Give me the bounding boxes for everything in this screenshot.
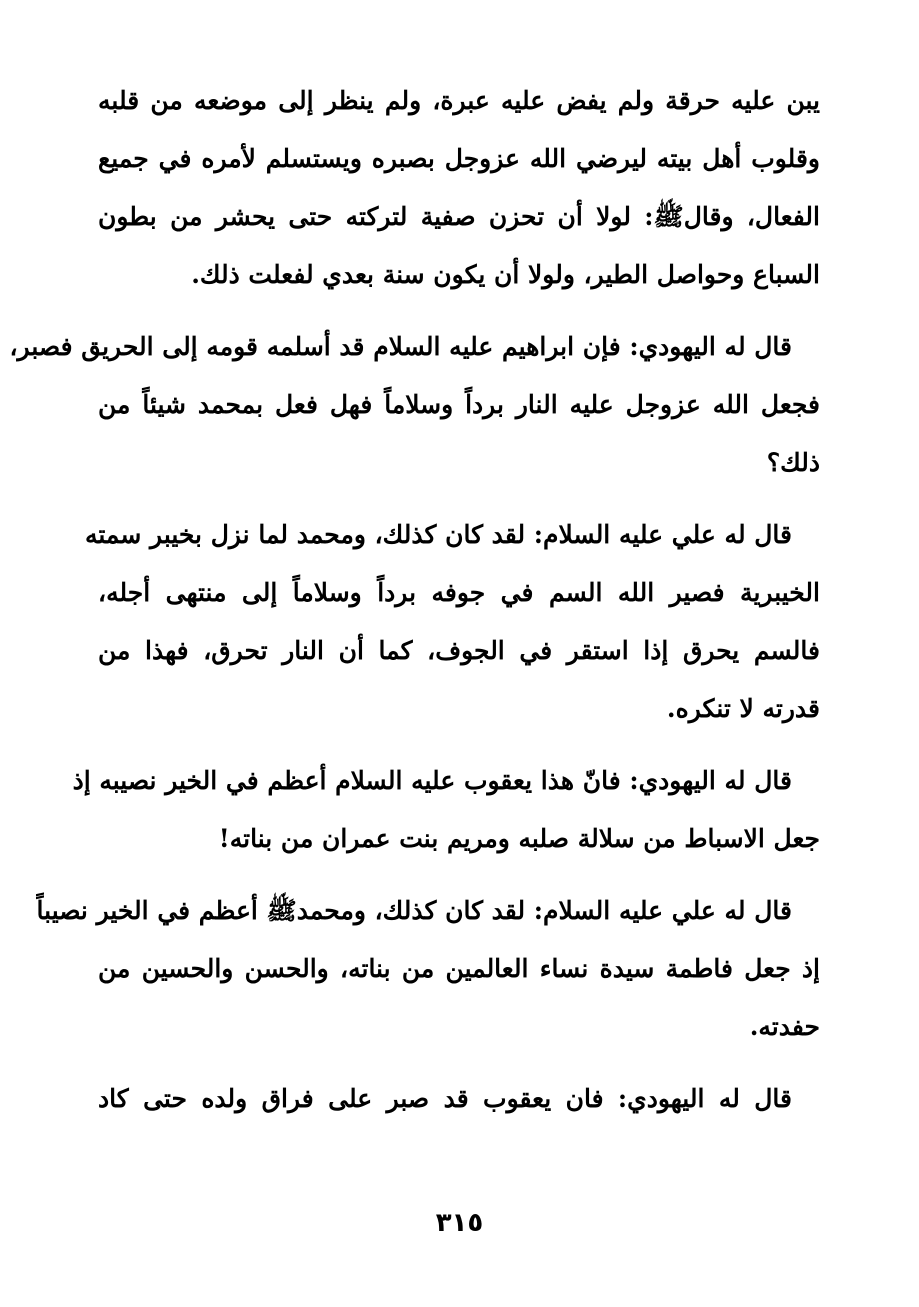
text-line: الخيبرية فصير الله السم في جوفه برداً وسلاماً إلى منتهى أجله، [98,578,820,607]
text-line: قال له اليهودي: فان يعقوب قد صبر على فراق ولده حتى كاد [98,1084,792,1113]
page-number: ٣١٥ [435,1208,484,1238]
text-line: السباع وحواصل الطير، ولولا أن يكون سنة بعدي لفعلت ذلك. [191,260,820,289]
text-line: فجعل الله عزوجل عليه النار برداً وسلاماً فهل فعل بمحمد شيئاً من [98,390,820,419]
text-line: فالسم يحرق إذا استقر في الجوف، كما أن النار تحرق، فهذا من [98,636,820,665]
text-line: قال له اليهودي: فإن ابراهيم عليه السلام قد أسلمه قومه إلى الحريق فصبر، [9,332,792,361]
text-line: حفدته. [749,1012,820,1041]
paragraph-6 [98,1070,820,1128]
paragraph-1 [98,72,820,304]
text-line: يبن عليه حرقة ولم يفض عليه عبرة، ولم ينظر إلى موضعه من قلبه [98,86,820,115]
paragraph-5 [36,882,820,1056]
page-body [9,72,820,1128]
text-line: قال له علي عليه السلام: لقد كان كذلك، ومحمدﷺ أعظم في الخير نصيباً [36,896,792,925]
text-line: وقلوب أهل بيته ليرضي الله عزوجل بصبره ويستسلم لأمره في جميع [98,144,820,173]
text-line: جعل الاسباط من سلالة صلبه ومريم بنت عمران من بناته! [218,824,820,853]
text-line: قال له علي عليه السلام: لقد كان كذلك، ومحمد لما نزل بخيبر سمته [84,520,792,549]
text-line: إذ جعل فاطمة سيدة نساء العالمين من بناته، والحسن والحسين من [98,954,820,983]
paragraph-2 [9,318,820,492]
text-line: قدرته لا تنكره. [666,694,820,723]
text-line: الفعال، وقالﷺ: لولا أن تحزن صفية لتركته حتى يحشر من بطون [98,202,820,231]
paragraph-4 [72,752,820,868]
text-line: ذلك؟ [766,448,820,477]
text-line: قال له اليهودي: فانّ هذا يعقوب عليه السلام أعظم في الخير نصيبه إذ [72,766,792,795]
paragraph-3 [84,506,820,738]
